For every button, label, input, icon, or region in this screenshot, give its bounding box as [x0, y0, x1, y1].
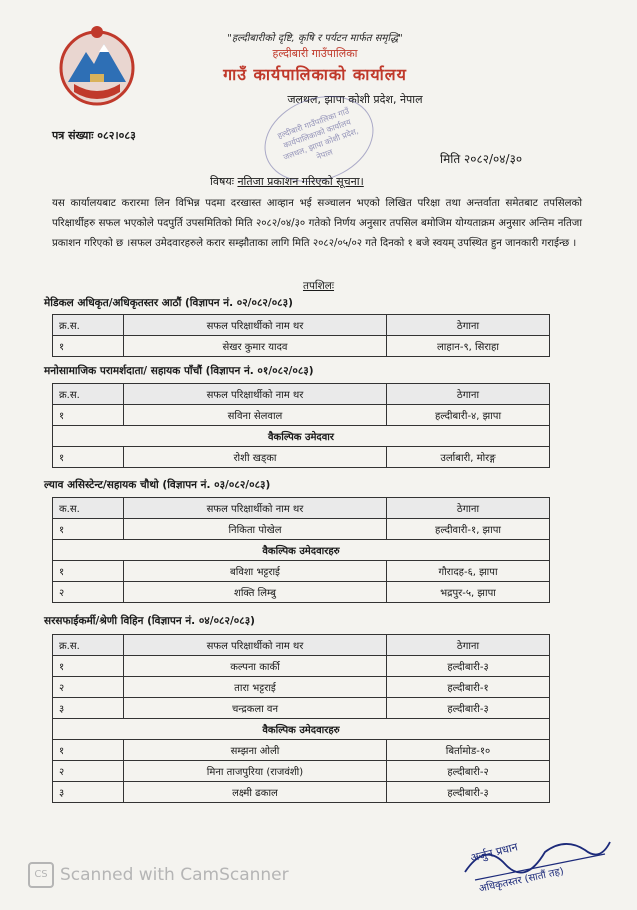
table-row [53, 782, 550, 803]
signatory-name: अर्जुन प्रधान [469, 840, 520, 865]
section-title: मेडिकल अधिकृत/अधिकृतस्तर आठौं (विज्ञापन नं. ०२/०८२/०८३) [44, 297, 293, 309]
row-sn: २ [53, 677, 124, 698]
row-name: तारा भट्टराई [124, 677, 387, 698]
letter-date: मिति २०८२/०४/३० [440, 152, 523, 166]
seal-text: हल्दीबारी गाउँपालिका गाउँ कार्यपालिकाको कार्यालय जलथल, झापा कोशी प्रदेश, नेपाल [276, 106, 360, 162]
row-sn: २ [53, 761, 124, 782]
row-address: लाहान-९, सिराहा [387, 336, 550, 357]
row-name: सविना सेलवाल [124, 405, 387, 426]
reference-number: पत्र संख्याः ०८२।०८३ [52, 129, 136, 142]
table-row [53, 519, 550, 540]
col-address: ठेगाना [387, 635, 550, 656]
row-sn: १ [53, 561, 124, 582]
col-sn: क.स. [53, 498, 124, 519]
section-title: सरसफाईकर्मी/श्रेणी विहिन (विज्ञापन नं. ०४/०८२/०८३) [44, 615, 255, 627]
row-name: सम्झना ओली [124, 740, 387, 761]
results-table [52, 497, 550, 603]
row-name: सेखर कुमार यादव [124, 336, 387, 357]
camscanner-icon: CS [28, 862, 54, 888]
subject-label: विषयः [210, 175, 234, 188]
row-address: भद्रपुर-५, झापा [387, 582, 550, 603]
row-name: बविशा भट्टराई [124, 561, 387, 582]
alternate-heading: वैकल्पिक उमेदवारहरु [53, 540, 550, 561]
col-sn: क्र.स. [53, 384, 124, 405]
row-name: रोशी खड्का [124, 447, 387, 468]
col-name: सफल परिक्षार्थीको नाम थर [124, 384, 387, 405]
motto: "हल्दीबारीको दृष्टि, कृषि र पर्यटन मार्फत समृद्धि" [227, 33, 403, 44]
row-sn: १ [53, 405, 124, 426]
col-name: सफल परिक्षार्थीको नाम थर [124, 498, 387, 519]
row-name: निकिता पोखेल [124, 519, 387, 540]
municipality-name: हल्दीबारी गाउँपालिका [272, 47, 358, 60]
row-address: हल्दीबारी-४, झापा [387, 405, 550, 426]
row-sn: १ [53, 447, 124, 468]
table-row [53, 582, 550, 603]
table-row [53, 656, 550, 677]
section-title: ल्याव असिस्टेन्ट/सहायक चौथो (विज्ञापन नं. ०३/०८२/०८३) [44, 479, 271, 491]
row-address: गौरादह-६, झापा [387, 561, 550, 582]
table-row [53, 677, 550, 698]
alternate-heading-row [53, 426, 550, 447]
details-heading: तपशिलः [302, 280, 335, 292]
row-name: मिना ताजपुरिया (राजवंशी) [124, 761, 387, 782]
col-name: सफल परिक्षार्थीको नाम थर [124, 635, 387, 656]
row-sn: ३ [53, 698, 124, 719]
table-header-row [53, 384, 550, 405]
row-address: उर्लाबारी, मोरङ्ग [387, 447, 550, 468]
row-sn: १ [53, 740, 124, 761]
table-header-row [53, 635, 550, 656]
table-header-row [53, 498, 550, 519]
row-sn: १ [53, 336, 124, 357]
row-name: शक्ति लिम्बु [124, 582, 387, 603]
signatory-designation: अधिकृतस्तर (सातौं तह) [478, 866, 565, 895]
table-row [53, 561, 550, 582]
row-address: हल्दीबारी-३ [387, 698, 550, 719]
row-name: लक्ष्मी ढकाल [124, 782, 387, 803]
row-address: हल्दीबारी-२ [387, 761, 550, 782]
row-name: कल्पना कार्की [124, 656, 387, 677]
col-address: ठेगाना [387, 315, 550, 336]
table-row [53, 405, 550, 426]
office-name: गाउँ कार्यपालिकाको कार्यालय [223, 65, 407, 84]
subject-text: नतिजा प्रकाशन गरिएको सूचना। [237, 175, 364, 188]
camscanner-watermark [28, 862, 289, 888]
table-row [53, 761, 550, 782]
watermark-text: Scanned with CamScanner [60, 865, 289, 885]
col-sn: क्र.स. [53, 315, 124, 336]
nepal-emblem-icon [56, 22, 138, 112]
alternate-heading-row [53, 540, 550, 561]
table-header-row [53, 315, 550, 336]
row-sn: २ [53, 582, 124, 603]
table-row [53, 447, 550, 468]
results-table [52, 314, 550, 357]
row-sn: ३ [53, 782, 124, 803]
alternate-heading: वैकल्पिक उमेदवारहरु [53, 719, 550, 740]
col-name: सफल परिक्षार्थीको नाम थर [124, 315, 387, 336]
notice-body: यस कार्यालयबाट करारमा लिन विभिन्न पदमा दरखास्त आव्हान भई सञ्चालन भएको लिखित परिक्षा तथा अन्तर्वाता समेतबाट तपसिलको परिक्षार्थीहरु सफल भएकोले पदपुर्ति उपसमितिको मिति २०८२/०४/३० गतेको निर्णय अनुसार तपसिल बमोजिम योग्यताक्रम अनुसार अन्तिम नतिजा प्रकाशन गरिएको छ ।सफल उमेदवारहरुले करार सम्झौताका लागि मिति २०८२/०५/०२ गते दिनको १ बजे स्वयम् उपस्थित हुन जानकारी गराईन्छ । [52, 198, 582, 249]
alternate-heading: वैकल्पिक उमेदवार [53, 426, 550, 447]
results-table [52, 383, 550, 468]
table-row [53, 336, 550, 357]
row-sn: १ [53, 519, 124, 540]
row-address: बिर्तामोड-१० [387, 740, 550, 761]
alternate-heading-row [53, 719, 550, 740]
col-address: ठेगाना [387, 498, 550, 519]
table-row [53, 740, 550, 761]
row-address: हल्दीबारी-३ [387, 656, 550, 677]
table-row [53, 698, 550, 719]
results-table [52, 634, 550, 803]
subject-line [210, 174, 364, 189]
row-address: हल्दीबारी-३ [387, 782, 550, 803]
row-sn: १ [53, 656, 124, 677]
row-address: हल्दीबारी-१ [387, 677, 550, 698]
col-sn: क्र.स. [53, 635, 124, 656]
section-title: मनोसामाजिक परामर्शदाता/ सहायक पाँचौं (विज्ञापन नं. ०१/०८२/०८३) [44, 365, 314, 377]
office-address: जलथल, झापा कोशी प्रदेश, नेपाल [287, 93, 423, 106]
col-address: ठेगाना [387, 384, 550, 405]
row-address: हल्दीवारी-१, झापा [387, 519, 550, 540]
row-name: चन्द्रकला वन [124, 698, 387, 719]
